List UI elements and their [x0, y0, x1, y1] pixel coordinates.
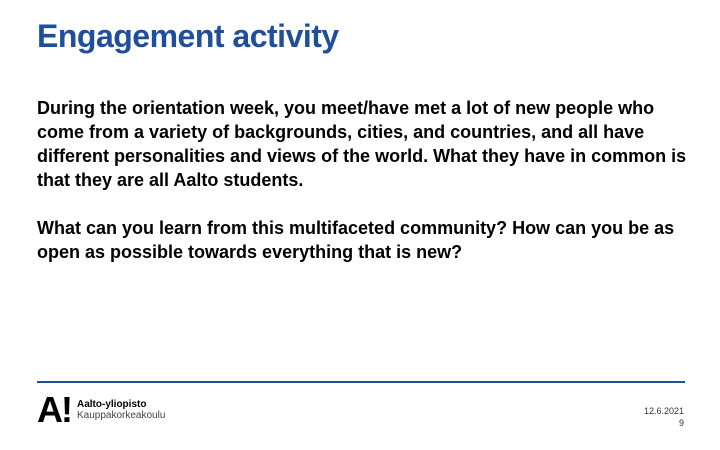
logo-line1: Aalto-yliopisto — [77, 399, 147, 410]
slide-body — [37, 96, 687, 264]
body-paragraph-2: What can you learn from this multifaceted community? How can you be as open as possible towards everything that is new? — [37, 218, 675, 262]
page-number: 9 — [678, 418, 684, 428]
footer-divider — [37, 381, 685, 383]
logo-mark: A! — [37, 389, 71, 430]
aalto-logo — [37, 389, 166, 430]
logo-line2: Kauppakorkeakoulu — [77, 410, 166, 421]
slide-title: Engagement activity — [37, 18, 339, 54]
body-paragraph-1: During the orientation week, you meet/have met a lot of new people who come from a variety of backgrounds, cities, and countries, and all have different personalities and views of the world. What they have in common is that they are all Aalto students. — [37, 98, 687, 190]
footer-meta — [644, 405, 684, 429]
logo-text — [77, 399, 165, 421]
slide-date: 12.6.2021 — [643, 406, 684, 416]
